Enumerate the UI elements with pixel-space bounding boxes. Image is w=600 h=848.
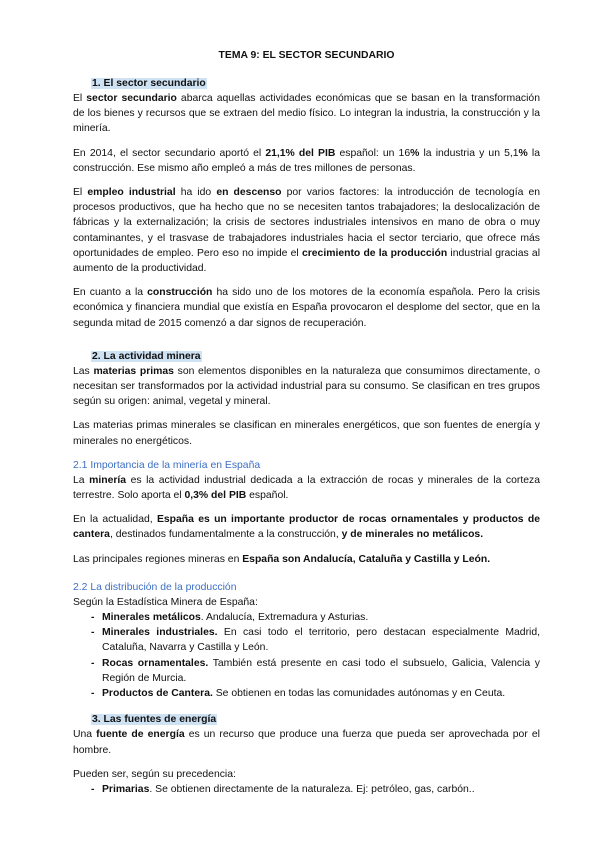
s2-paragraph-5: Las principales regiones mineras en España son Andalucía, Cataluña y Castilla y León. <box>73 553 491 565</box>
s2-paragraph-4: En la actualidad, España es un importante productor de rocas ornamentales y productos de cantera, destinados fundamentalmente a la construcción, y de minerales no metálicos. <box>73 514 541 541</box>
list-item: - Rocas ornamentales. También está presente en casi todo el subsuelo, Galicia, Valencia y Región de Murcia. <box>73 656 540 686</box>
list-item: - Minerales metálicos. Andalucía, Extremadura y Asturias. <box>73 610 540 625</box>
s2-list-intro: Según la Estadística Minera de España: <box>73 596 258 608</box>
energy-sources-list <box>73 782 540 797</box>
s1-paragraph-1: El sector secundario abarca aquellas actividades económicas que se basan en la transformación de los bienes y recursos que se extraen del medio físico. Lo integran la industria, la construcción y la minería. <box>73 93 540 135</box>
s2-paragraph-3: La minería es la actividad industrial dedicada a la extracción de rocas y minerales de la corteza terrestre. Solo aporta el 0,3% del PIB español. <box>73 474 540 502</box>
s1-paragraph-2: En 2014, el sector secundario aportó el 21,1% del PIB español: un 16% la industria y un 5,1% la construcción. Ese mismo año empleó a más de tres millones de personas. <box>73 147 541 174</box>
page-title: TEMA 9: EL SECTOR SECUNDARIO <box>218 50 395 61</box>
subsection-2-2-heading: 2.2 La distribución de la producción <box>73 581 237 593</box>
s2-paragraph-2: Las materias primas minerales se clasifican en minerales energéticos, que son fuentes de energía y minerales no energéticos. <box>73 420 540 447</box>
section-2-heading-text: 2. La actividad minera <box>92 350 201 362</box>
s1-paragraph-4: En cuanto a la construcción ha sido uno de los motores de la economía española. Pero la crisis económica y financiera mundial que existía en España provocaron el desplome del sector, que en la segunda mitad de 2015 comenzó a dar signos de recuperación. <box>73 287 540 329</box>
list-item: - Productos de Cantera. Se obtienen en todas las comunidades autónomas y en Ceuta. <box>73 686 540 701</box>
list-item: - Primarias. Se obtienen directamente de la naturaleza. Ej: petróleo, gas, carbón.. <box>73 782 540 797</box>
section-3-heading <box>73 713 540 727</box>
mining-regions-list <box>73 610 540 701</box>
section-1-heading <box>73 77 540 91</box>
list-item: - Minerales industriales. En casi todo el territorio, pero destacan especialmente Madrid, Cataluña, Navarra y Castilla y León. <box>73 625 540 655</box>
subsection-2-1-heading: 2.1 Importancia de la minería en España <box>73 459 261 471</box>
s3-paragraph-1: Una fuente de energía es un recurso que produce una fuerza que pueda ser aprovechada por el hombre. <box>73 729 540 756</box>
s3-paragraph-2: Pueden ser, según su precedencia: <box>73 768 236 780</box>
s2-paragraph-1: Las materias primas son elementos disponibles en la naturaleza que consumimos directamente, o necesitan ser transformados por la actividad industrial para su consumo. Se clasifican en tres grupos según su origen: animal, vegetal y mineral. <box>73 365 540 408</box>
s1-paragraph-3: El empleo industrial ha ido en descenso por varios factores: la introducción de tecnología en procesos productivos, que ha hecho que no se necesiten tantos trabajadores; la deslocalización de fábricas y la externalización; la crisis de sectores industriales intensivos en mano de obra o muy contaminantes, y el trasvase de trabajadores industriales hacia el sector terciario, que ofrece más oportunidades de empleo. Pero eso no impide el crecimiento de la producción industrial gracias al aumento de la productividad. <box>73 187 541 275</box>
section-2-heading <box>73 350 540 364</box>
section-3-heading-text: 3. Las fuentes de energía <box>92 714 217 726</box>
section-1-heading-text: 1. El sector secundario <box>92 78 206 89</box>
